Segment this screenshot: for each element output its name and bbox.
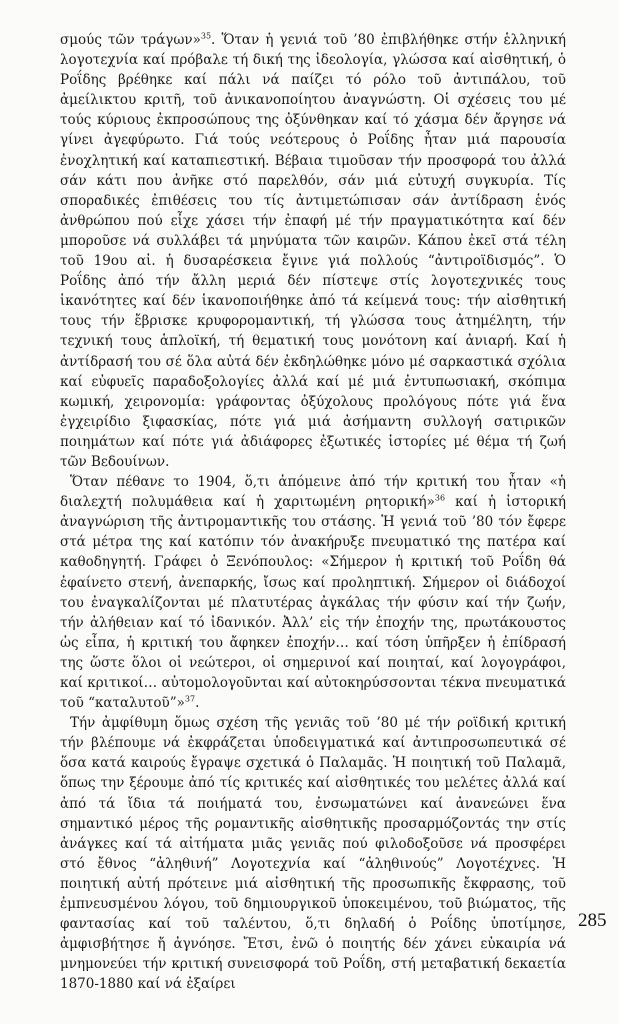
text-run: .	[195, 695, 200, 712]
text-run: καί ἡ ἱστορική ἀναγνώριση τῆς ἀντιρομαντικῆς του στάσης. Ἡ γενιά τοῦ ’80 τόν ἔφερε στά μέτρα της καί κατόπιν τόν ἀνακήρυξε πνευματικό της πατέρα καί καθοδηγητή. Γράφει ὁ Ξενόπουλος: «Σήμερον ἡ κριτική τοῦ Ροΐδη θά ἐφαίνετο στενή, ἀνεπαρκής, ἴσως καί προληπτική. Σήμερον οἱ διάδοχοί του ἐναγκαλίζονται μέ πλατυτέρας ἀγκάλας τήν φύσιν καί τήν ζωήν, τήν ἀλήθειαν καί τό ἰδανικόν. Ἀλλ’ εἰς τήν ἐποχήν της, πρωτάκουστος ὡς εἶπα, ἡ κριτική του ἄφηκεν ἐποχήν… καί τόση ὑπῆρξεν ἡ ἐπίδρασή της ὥστε ὅλοι οἱ νεώτεροι, οἱ σημερινοί καί ποιηταί, καί λογογράφοι, καί κριτικοί… αὐτομολογοῦνται καί αὐτοκηρύσσονται τέκνα πνευματικά τοῦ “καταλυτοῦ”»	[60, 494, 566, 712]
text-run: . Ὅταν ἡ γενιά τοῦ ’80 ἐπιβλήθηκε στήν ἑλληνική λογοτεχνία καί πρόβαλε τή δική της ἰδεολογία, γλώσσα καί αἰσθητική, ὁ Ροΐδης βρέθηκε καί πάλι νά παίζει τό ρόλο τοῦ ἀντιπάλου, τοῦ ἀμείλικτου κριτῆ, τοῦ ἀνικανοποίητου ἀναγνώστη. Οἱ σχέσεις του μέ τούς κύριους ἐκπροσώπους της ὀξύνθηκαν καί τό χάσμα δέν ἄργησε νά γίνει ἀγεφύρωτο. Γιά τούς νεότερους ὁ Ροΐδης ἦταν μιά παρουσία ἐνοχλητική καί καταπιεστική. Βέβαια τιμοῦσαν τήν προσφορά του ἀλλά σάν κάτι που ἀνῆκε στό παρελθόν, σάν μιά εὐτυχή συγκυρία. Τίς σποραδικές ἐπιθέσεις του τίς ἀντιμετώπισαν σάν ἀντίδραση ἑνός ἀνθρώπου πού εἶχε χάσει τήν ἐπαφή μέ τήν πραγματικότητα καί δέν μποροῦσε νά συλλάβει τά μηνύματα τῶν καιρῶν. Κάπου ἐκεῖ στά τέλη τοῦ 19ου αἰ. ἡ δυσαρέσκεια ἔγινε γιά πολλούς “ἀντιροϊδισμός”. Ὁ Ροΐδης ἀπό τήν ἄλλη μεριά δέν πίστεψε στίς λογοτεχνικές τους ἱκανότητες καί δέν ἱκανοποιήθηκε ἀπό τά κείμενά τους: τήν αἰσθητική τους τήν ἔβρισκε κρυφορομαντική, τή γλώσσα τους ἀτημέλητη, τήν τεχνική τους ἁπλοϊκή, τή θεματική τους μονότονη καί ἀνιαρή. Καί ἡ ἀντίδρασή του σέ ὅλα αὐτά δέν ἐκδηλώθηκε μόνο μέ σαρκαστικά σχόλια καί εὐφυεῖς παραδοξολογίες ἀλλά καί μέ μιά ἐντυπωσιακή, σκόπιμα κωμική, χειρονομία: γράφοντας ὀξύχολους προλόγους πότε γιά ἕνα ἐγχειρίδιο ξιφασκίας, πότε γιά μιά ἀσήμαντη συλλογή σατιρικῶν ποιημάτων καί πότε γιά ἀδιάφορες ἐξωτικές ἱστορίες μέ θέμα τή ζωή τῶν Βεδουίνων.	[60, 32, 567, 470]
paragraph-2	[60, 472, 566, 713]
footnote-ref-35: 35	[200, 31, 212, 41]
text-run: Τήν ἀμφίθυμη ὅμως σχέση τῆς γενιᾶς τοῦ ’80 μέ τήν ροϊδική κριτική τήν βλέπουμε νά ἐκφράζεται ὑποδειγματικά καί ἀντιπροσωπευτικά σέ ὅσα κατά καιρούς ἔγραψε σχετικά ὁ Παλαμᾶς. Ἡ ποιητική τοῦ Παλαμᾶ, ὅπως την ξέρουμε ἀπό τίς κριτικές καί αἰσθητικές του μελέτες ἀλλά καί ἀπό τά ἴδια τά ποιήματά του, ἐνσωματώνει καί ἀνανεώνει ἕνα σημαντικό μέρος τῆς ρομαντικῆς αἰσθητικῆς προσαρμόζοντάς την στίς ἀνάγκες καί τά αἰτήματα μιᾶς γενιᾶς πού φιλοδοξοῦσε νά προσφέρει στό ἔθνος “ἀληθινή” Λογοτεχνία καί “ἀληθινούς” Λογοτέχνες. Ἡ ποιητική αὐτή πρότεινε μιά αἰσθητική τῆς προσωπικῆς ἔκφρασης, τοῦ ἐμπνευσμένου λόγου, τοῦ δημιουργικοῦ ὑποκειμένου, τοῦ βιώματος, τῆς φαντασίας καί τοῦ ταλέντου, ὅ,τι δηλαδή ὁ Ροΐδης ὑποτίμησε, ἀμφισβήτησε ἤ ἀγνόησε. Ἔτσι, ἐνῶ ὁ ποιητής δέν χάνει εὐκαιρία νά μνημονεύει τήν κριτική συνεισφορά τοῦ Ροΐδη, στή μεταβατική δεκαετία 1870-1880 καί νά ἐξαίρει	[60, 715, 566, 993]
text-run: Ὅταν πέθανε το 1904, ὅ,τι ἀπόμεινε ἀπό τήν κριτική του ἦταν «ἡ διαλεχτή πολυμάθεια καί ἡ χαριτωμένη ρητορική»	[60, 474, 566, 511]
body-text	[60, 30, 566, 995]
paragraph-3	[60, 713, 566, 994]
footnote-ref-36: 36	[434, 493, 446, 503]
footnote-ref-37: 37	[184, 694, 196, 704]
text-run: σμούς τῶν τράγων»	[60, 32, 201, 48]
paragraph-1	[60, 30, 566, 472]
page-number: 285	[578, 910, 607, 931]
